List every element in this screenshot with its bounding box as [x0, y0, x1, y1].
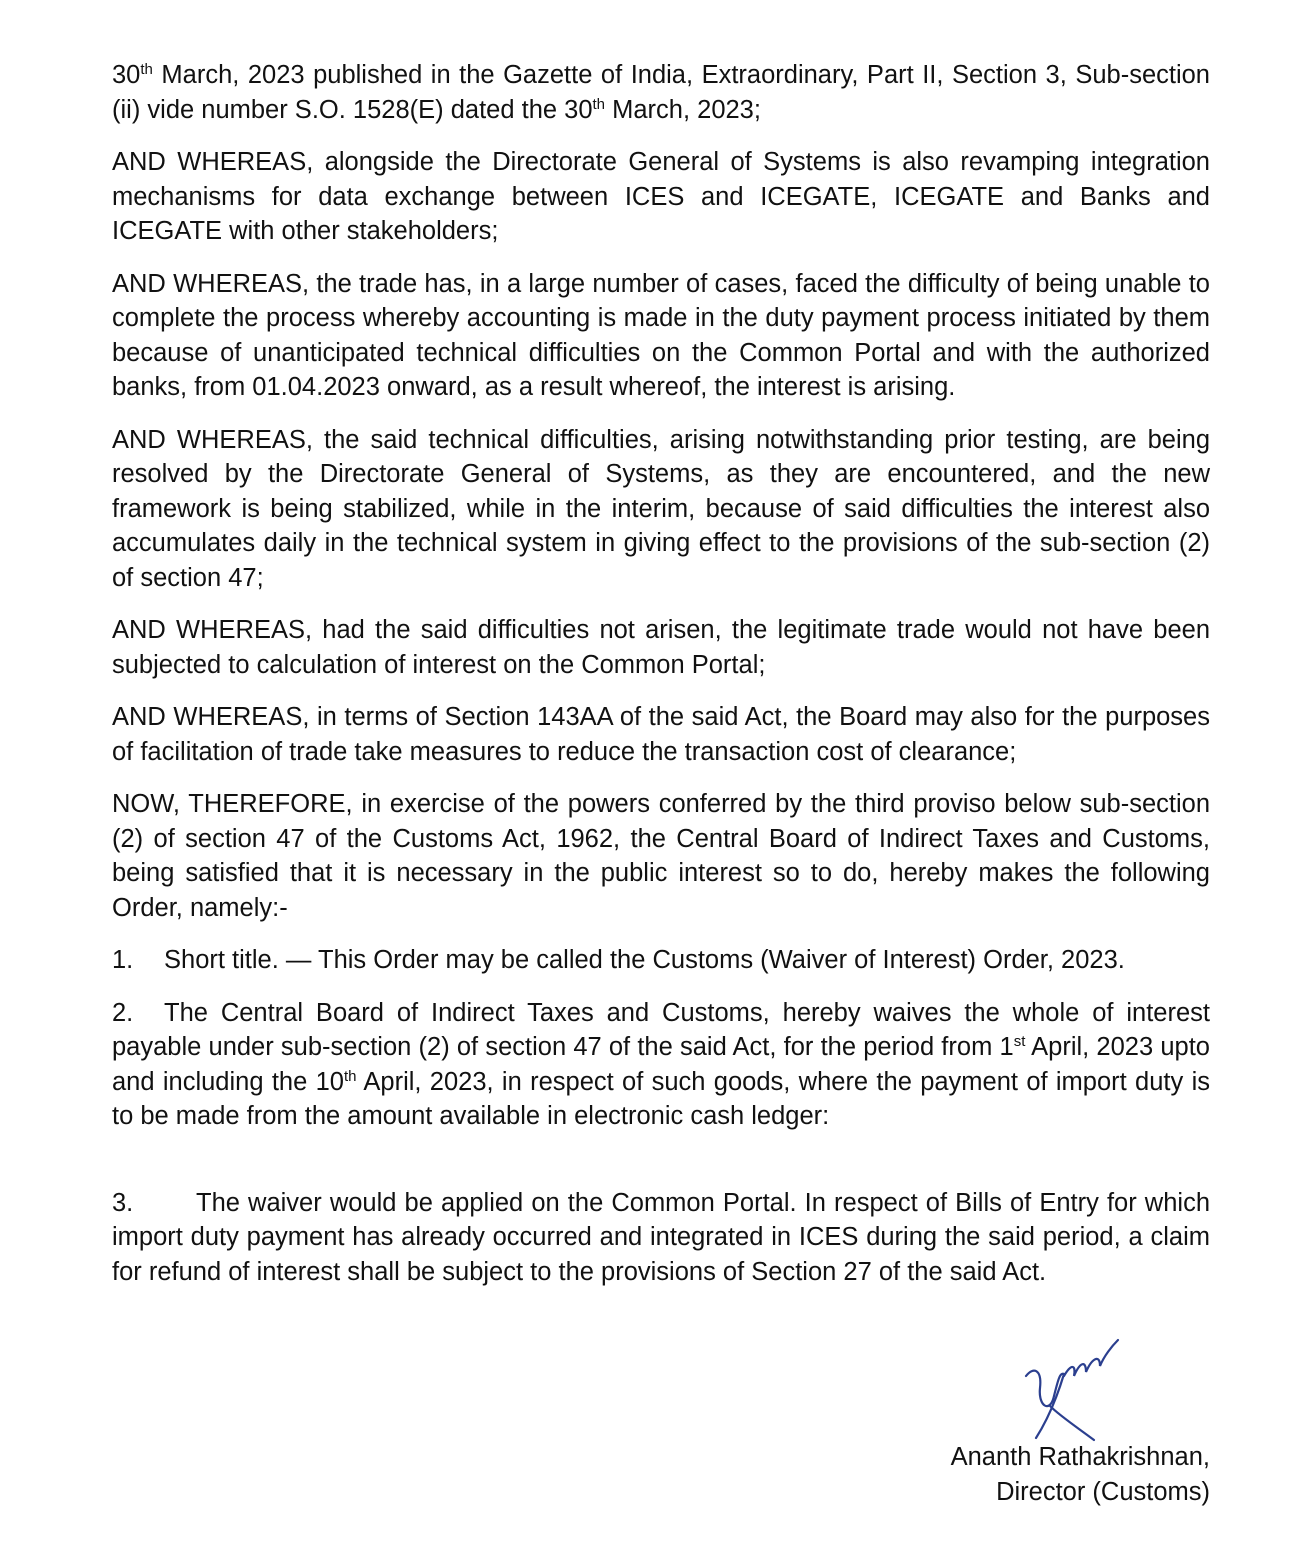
paragraph-whereas-trade-difficulty: AND WHEREAS, the trade has, in a large number of cases, faced the difficulty of being unable to complete the process whereby accounting is made in the duty payment process initiated by them because of unanticipated technical difficulties on the Common Portal and with the authorized banks, from 01.04.2023 onward, as a result whereof, the interest is arising.	[112, 269, 1210, 401]
order-item-1	[112, 943, 1210, 978]
ordinal-suffix: th	[592, 95, 606, 113]
item-text: The Central Board of Indirect Taxes and Customs, hereby waives the whole of interest payable under sub-section (2) of section 47 of the said Act, for the period from 1	[112, 998, 1210, 1061]
ordinal-suffix: th	[140, 61, 153, 78]
signatory-name: Ananth Rathakrishnan,	[950, 1443, 1210, 1471]
item-text: The waiver would be applied on the Common Portal. In respect of Bills of Entry for which import duty payment has already occurred and integrated in ICES during the said period, a claim for refund of interest shall be subject to the provisions of Section 27 of the said Act.	[112, 1188, 1210, 1286]
signatory-designation: Director (Customs)	[996, 1477, 1210, 1506]
gazette-text-end: March, 2023;	[605, 95, 761, 124]
paragraph-now-therefore: NOW, THEREFORE, in exercise of the powers conferred by the third proviso below sub-section (2) of section 47 of the Customs Act, 1962, the Central Board of Indirect Taxes and Customs, being satisfied that it is necessary in the public interest so to do, hereby makes the following Order, namely:-	[112, 790, 1210, 922]
handwritten-signature	[1020, 1336, 1124, 1444]
paragraph-whereas-section-143aa: AND WHEREAS, in terms of Section 143AA of the said Act, the Board may also for the purposes of facilitation of trade take measures to reduce the transaction cost of clearance;	[112, 703, 1210, 766]
item-text: April, 2023, in respect of such goods, where the payment of import duty is to be made from the amount available in electronic cash ledger:	[112, 1067, 1210, 1130]
item-text: April, 2023 upto and including the 10	[112, 1033, 1210, 1096]
order-item-2	[112, 996, 1210, 1134]
item-number: 1.	[112, 946, 134, 974]
paragraph-whereas-integration: AND WHEREAS, alongside the Directorate General of Systems is also revamping integration mechanisms for data exchange between ICES and ICEGATE, ICEGATE and Banks and ICEGATE with other stakeholders;	[112, 148, 1210, 245]
item-text: Short title. — This Order may be called the Customs (Waiver of Interest) Order, 2023.	[164, 946, 1125, 974]
order-document	[112, 58, 1210, 1307]
paragraph-gazette-reference	[112, 58, 1210, 127]
date-day: 30	[112, 61, 141, 89]
ordinal-suffix: th	[343, 1067, 357, 1085]
paragraph-whereas-technical-difficulties: AND WHEREAS, the said technical difficulties, arising notwithstanding prior testing, are being resolved by the Directorate General of Systems, as they are encountered, and the new framework is being stabilized, while in the interim, because of said difficulties the interest also accumulates daily in the technical system in giving effect to the provisions of the sub-section (2) of section 47;	[112, 425, 1210, 592]
item-number: 2.	[112, 998, 134, 1027]
item-number: 3.	[112, 1188, 134, 1217]
gazette-text: March, 2023 published in the Gazette of India, Extraordinary, Part II, Section 3, Sub-section (ii) vide number S.O. 1528(E) dated the 30	[112, 61, 1210, 124]
signatory-block	[951, 1440, 1210, 1509]
ordinal-suffix: st	[1013, 1033, 1026, 1050]
paragraph-whereas-legitimate-trade: AND WHEREAS, had the said difficulties not arisen, the legitimate trade would not have been subjected to calculation of interest on the Common Portal;	[112, 616, 1210, 679]
order-item-3	[112, 1186, 1210, 1290]
